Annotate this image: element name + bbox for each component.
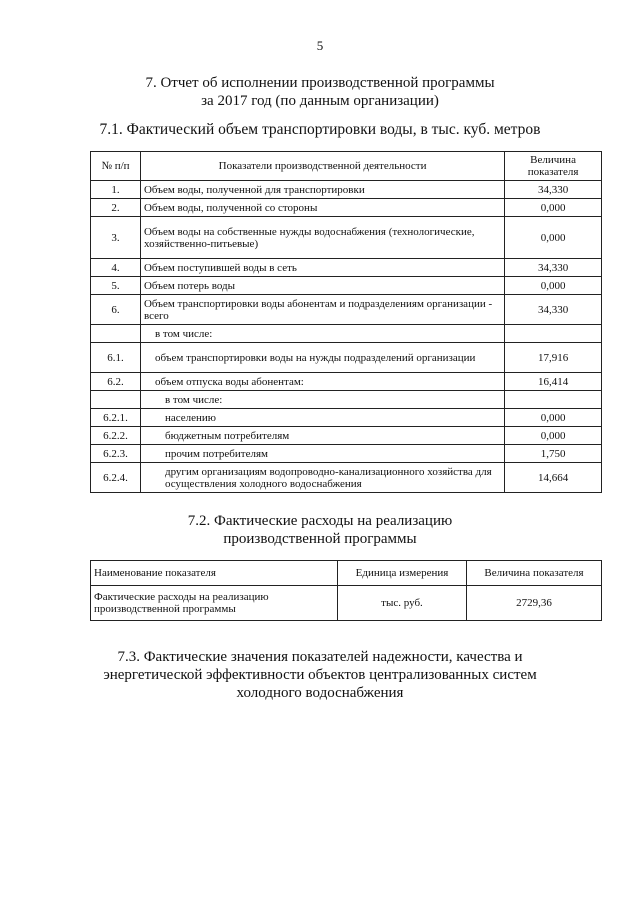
row-name: в том числе: [140, 391, 504, 409]
row-name: Объем поступившей воды в сеть [140, 259, 504, 277]
section-7-3-title-line3: холодного водоснабжения [236, 685, 404, 701]
table-row [91, 463, 602, 493]
row-name: бюджетным потребителям [140, 427, 504, 445]
header-value: Величина показателя [467, 561, 602, 586]
section-7-title-line1: 7. Отчет об исполнении производственной программы [145, 75, 495, 91]
row-value: 34,330 [505, 295, 602, 325]
row-unit: тыс. руб. [338, 586, 467, 621]
row-num: 3. [91, 217, 141, 259]
table-row [91, 445, 602, 463]
row-num: 6.2.3. [91, 445, 141, 463]
row-num: 6.2. [91, 373, 141, 391]
section-7-3-title [0, 648, 640, 702]
section-7-2-title-line1: 7.2. Фактические расходы на реализацию [187, 513, 453, 529]
section-7-1-title [0, 121, 640, 139]
table-row [91, 427, 602, 445]
header-value: Величина показателя [505, 152, 602, 181]
page-number: 5 [316, 38, 324, 53]
section-7-3-title-line1: 7.3. Фактические значения показателей надежности, качества и [117, 649, 523, 665]
row-value: 34,330 [505, 181, 602, 199]
header-num: № п/п [91, 152, 141, 181]
row-value: 16,414 [505, 373, 602, 391]
row-num: 5. [91, 277, 141, 295]
row-value: 0,000 [505, 277, 602, 295]
table-row [91, 217, 602, 259]
row-value: 0,000 [505, 217, 602, 259]
table-row [91, 199, 602, 217]
row-value [505, 325, 602, 343]
table-header-row [91, 152, 602, 181]
table-row [91, 391, 602, 409]
row-name: Объем транспортировки воды абонентам и подразделениям организации - всего [140, 295, 504, 325]
section-7-2-title [0, 512, 640, 548]
row-num: 6. [91, 295, 141, 325]
row-num [91, 325, 141, 343]
header-indicator: Показатели производственной деятельности [140, 152, 504, 181]
row-value: 34,330 [505, 259, 602, 277]
section-7-2-title-line2: производственной программы [223, 531, 417, 547]
row-name: другим организациям водопроводно-канализационного хозяйства для осуществления холодного водоснабжения [140, 463, 504, 493]
row-num: 6.2.4. [91, 463, 141, 493]
row-name: прочим потребителям [140, 445, 504, 463]
table-row [91, 373, 602, 391]
header-indicator-name: Наименование показателя [91, 561, 338, 586]
row-name: объем отпуска воды абонентам: [140, 373, 504, 391]
row-name: населению [140, 409, 504, 427]
table-header-row [91, 561, 602, 586]
table-row [91, 181, 602, 199]
row-value: 0,000 [505, 427, 602, 445]
row-name: Объем потерь воды [140, 277, 504, 295]
header-unit: Единица измерения [338, 561, 467, 586]
section-7-3-title-line2: энергетической эффективности объектов централизованных систем [103, 667, 537, 683]
table-row [91, 409, 602, 427]
table-row [91, 259, 602, 277]
row-name: в том числе: [140, 325, 504, 343]
section-7-1-title-text: 7.1. Фактический объем транспортировки воды, в тыс. куб. метров [99, 121, 541, 138]
row-value: 17,916 [505, 343, 602, 373]
row-value: 1,750 [505, 445, 602, 463]
row-num: 6.2.2. [91, 427, 141, 445]
table-row [91, 325, 602, 343]
section-7-title [0, 74, 640, 110]
table-row [91, 295, 602, 325]
table-row [91, 277, 602, 295]
table-row [91, 586, 602, 621]
row-num: 2. [91, 199, 141, 217]
row-num: 6.1. [91, 343, 141, 373]
row-num [91, 391, 141, 409]
row-name: Объем воды, полученной со стороны [140, 199, 504, 217]
row-name: объем транспортировки воды на нужды подразделений организации [140, 343, 504, 373]
table-row [91, 343, 602, 373]
row-value: 2729,36 [467, 586, 602, 621]
row-value [505, 391, 602, 409]
row-name: Объем воды, полученной для транспортировки [140, 181, 504, 199]
row-value: 0,000 [505, 199, 602, 217]
row-num: 6.2.1. [91, 409, 141, 427]
section-7-title-line2: за 2017 год (по данным организации) [201, 93, 439, 109]
row-value: 14,664 [505, 463, 602, 493]
expenses-table [90, 560, 602, 621]
row-name: Фактические расходы на реализацию производственной программы [91, 586, 338, 621]
row-num: 4. [91, 259, 141, 277]
row-name: Объем воды на собственные нужды водоснабжения (технологические, хозяйственно-питьевые) [140, 217, 504, 259]
row-value: 0,000 [505, 409, 602, 427]
row-num: 1. [91, 181, 141, 199]
water-transport-table [90, 151, 602, 493]
